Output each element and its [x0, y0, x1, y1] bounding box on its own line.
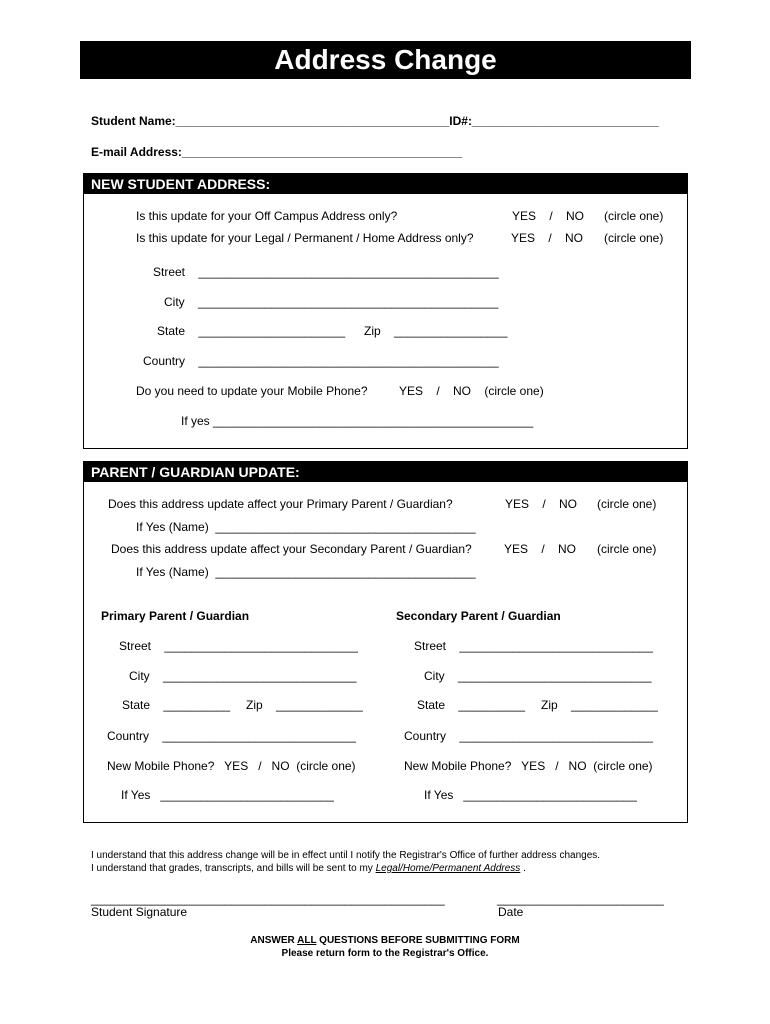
primary-circle-one: (circle one)	[597, 497, 657, 511]
answer-suffix: QUESTIONS BEFORE SUBMITTING FORM	[316, 935, 520, 946]
notice-2-suffix: .	[520, 863, 526, 874]
secondary-street-field[interactable]: Street _____________________________	[414, 639, 653, 653]
q-primary-parent: Does this address update affect your Primary Parent / Guardian?	[108, 497, 453, 511]
legal-address-link: Legal/Home/Permanent Address	[375, 863, 521, 874]
new-address-heading: NEW STUDENT ADDRESS:	[84, 174, 687, 194]
mobile-if-yes-field[interactable]: If yes ________________________________________________	[181, 414, 534, 428]
primary-city-field[interactable]: City _____________________________	[129, 669, 357, 683]
date-label: Date	[498, 905, 524, 919]
secondary-if-yes-field[interactable]: If Yes __________________________	[424, 788, 637, 802]
primary-zip-field[interactable]: Zip _____________	[246, 698, 363, 712]
primary-country-field[interactable]: Country _____________________________	[107, 729, 356, 743]
signature-line[interactable]: _____________________________________________________	[91, 892, 445, 906]
secondary-name-field[interactable]: If Yes (Name) _______________________________________	[136, 565, 476, 579]
q-legal-address: Is this update for your Legal / Permanent / Home Address only?	[136, 231, 474, 245]
q-mobile-phone: Do you need to update your Mobile Phone?	[136, 384, 368, 398]
answer-all-emphasis: ALL	[297, 935, 317, 946]
secondary-parent-title: Secondary Parent / Guardian	[396, 609, 561, 623]
notice-2-prefix: I understand that grades, transcripts, and bills will be sent to my	[91, 863, 376, 874]
q-secondary-parent: Does this address update affect your Secondary Parent / Guardian?	[111, 542, 472, 556]
primary-street-field[interactable]: Street _____________________________	[119, 639, 358, 653]
mobile-yes-no[interactable]: YES / NO (circle one)	[399, 384, 544, 398]
primary-state-field[interactable]: State __________	[122, 698, 231, 712]
primary-parent-title: Primary Parent / Guardian	[101, 609, 250, 623]
page-title: Address Change	[80, 41, 691, 79]
legal-circle-one: (circle one)	[604, 231, 664, 245]
answer-all-instruction	[0, 935, 770, 946]
legal-yes-no[interactable]: YES / NO	[511, 231, 584, 245]
secondary-zip-field[interactable]: Zip _____________	[541, 698, 658, 712]
q-off-campus: Is this update for your Off Campus Address only?	[136, 209, 398, 223]
secondary-circle-one: (circle one)	[597, 542, 657, 556]
secondary-country-field[interactable]: Country _____________________________	[404, 729, 653, 743]
date-line[interactable]: _________________________	[497, 892, 664, 906]
parent-update-heading: PARENT / GUARDIAN UPDATE:	[84, 462, 687, 482]
off-campus-circle-one: (circle one)	[604, 209, 664, 223]
secondary-city-field[interactable]: City _____________________________	[424, 669, 652, 683]
secondary-yes-no[interactable]: YES / NO	[504, 542, 577, 556]
student-name-id-field[interactable]: Student Name:_________________________________________ID#:____________________________	[91, 114, 659, 128]
notice-text-1: I understand that this address change will be in effect until I notify the Registrar's Office of further address changes.	[91, 850, 601, 861]
off-campus-yes-no[interactable]: YES / NO	[512, 209, 585, 223]
signature-label: Student Signature	[91, 905, 188, 919]
city-field[interactable]: City _____________________________________________	[164, 295, 499, 309]
primary-yes-no[interactable]: YES / NO	[505, 497, 578, 511]
answer-prefix: ANSWER	[250, 935, 298, 946]
primary-if-yes-field[interactable]: If Yes __________________________	[121, 788, 334, 802]
primary-name-field[interactable]: If Yes (Name) _______________________________________	[136, 520, 476, 534]
return-instruction: Please return form to the Registrar's Office.	[281, 948, 489, 959]
secondary-state-field[interactable]: State __________	[417, 698, 526, 712]
email-field[interactable]: E-mail Address:__________________________________________	[91, 145, 463, 159]
state-field[interactable]: State ______________________	[157, 324, 346, 338]
zip-field[interactable]: Zip _________________	[364, 324, 508, 338]
country-field[interactable]: Country _____________________________________________	[143, 354, 499, 368]
primary-mobile-yes-no[interactable]: New Mobile Phone? YES / NO (circle one)	[107, 759, 356, 773]
street-field[interactable]: Street _____________________________________________	[153, 265, 499, 279]
secondary-mobile-yes-no[interactable]: New Mobile Phone? YES / NO (circle one)	[404, 759, 653, 773]
notice-text-2	[91, 863, 526, 874]
